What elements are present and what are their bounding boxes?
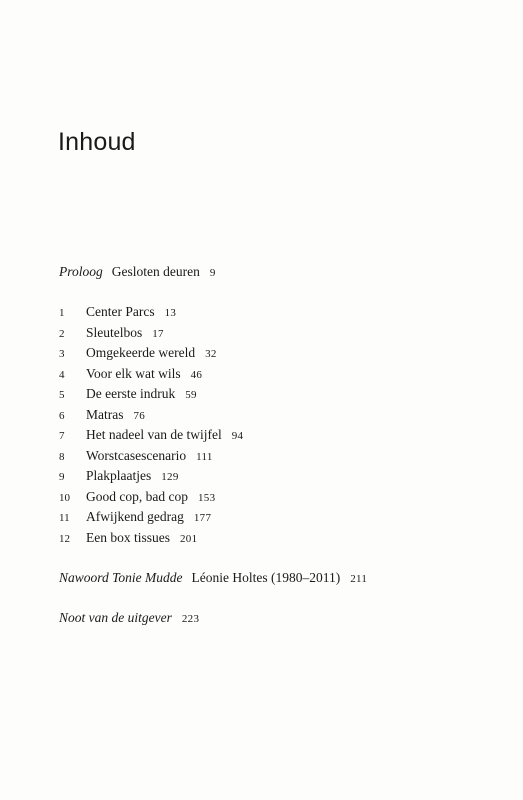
chapter-title: Een box tissues (86, 529, 170, 545)
page-title: Inhoud (58, 128, 136, 156)
chapter-page-number: 111 (196, 450, 213, 463)
chapter-title: Het nadeel van de twijfel (86, 427, 222, 442)
chapter-page-number: 59 (185, 389, 197, 401)
chapter-page-number: 32 (205, 348, 217, 360)
chapter-title: Afwijkend gedrag (86, 509, 184, 524)
chapter-number: 10 (59, 491, 70, 504)
chapter-entry (59, 489, 243, 510)
chapter-title: Plakplaatjes (86, 468, 152, 483)
prologue-entry (59, 264, 216, 281)
chapter-number: 12 (59, 532, 70, 545)
chapter-page-number: 201 (180, 532, 198, 545)
chapter-number: 3 (59, 348, 65, 360)
chapter-page-number: 94 (231, 430, 244, 442)
chapter-page-number: 129 (161, 471, 179, 483)
afterword-title: Léonie Holtes (1980–2011) (191, 570, 341, 585)
chapter-page-number: 17 (152, 327, 164, 340)
chapter-entry (59, 530, 243, 551)
chapter-title: Sleutelbos (86, 324, 143, 340)
chapter-entry (59, 448, 243, 469)
publisher-note-page-number: 223 (181, 613, 200, 625)
chapter-title: Omgekeerde wereld (86, 345, 196, 360)
publisher-note-entry (59, 610, 199, 627)
chapter-number: 11 (59, 512, 70, 524)
prologue-label: Proloog (59, 264, 103, 279)
chapter-entry (59, 407, 243, 428)
chapter-number: 7 (59, 430, 65, 442)
chapter-number: 8 (59, 450, 65, 463)
prologue-title: Gesloten deuren (111, 264, 200, 279)
chapter-title: De eerste indruk (86, 386, 176, 401)
publisher-note-label: Noot van de uitgever (59, 610, 172, 625)
chapter-list (59, 304, 243, 550)
chapter-number: 1 (59, 307, 65, 319)
chapter-title: Center Parcs (86, 304, 155, 319)
chapter-page-number: 153 (197, 491, 216, 504)
chapter-entry (59, 427, 243, 448)
chapter-number: 2 (59, 327, 65, 340)
chapter-title: Good cop, bad cop (86, 488, 188, 504)
chapter-entry (59, 468, 243, 489)
afterword-entry (59, 570, 367, 587)
chapter-page-number: 46 (190, 368, 203, 381)
chapter-entry (59, 386, 243, 407)
afterword-page-number: 211 (350, 573, 368, 585)
chapter-title: Worstcasescenario (86, 447, 187, 463)
chapter-title: Matras (86, 406, 124, 422)
chapter-entry (59, 509, 243, 530)
chapter-page-number: 76 (133, 409, 146, 422)
chapter-number: 5 (59, 389, 65, 401)
chapter-page-number: 177 (193, 512, 212, 524)
chapter-title: Voor elk wat wils (86, 365, 181, 381)
chapter-entry (59, 325, 243, 346)
chapter-entry (59, 304, 243, 325)
chapter-entry (59, 345, 243, 366)
afterword-label: Nawoord Tonie Mudde (59, 570, 183, 585)
chapter-entry (59, 366, 243, 387)
chapter-number: 4 (59, 368, 65, 381)
chapter-number: 9 (59, 471, 65, 483)
chapter-page-number: 13 (164, 307, 177, 319)
prologue-page-number: 9 (209, 267, 216, 279)
chapter-number: 6 (59, 409, 65, 422)
